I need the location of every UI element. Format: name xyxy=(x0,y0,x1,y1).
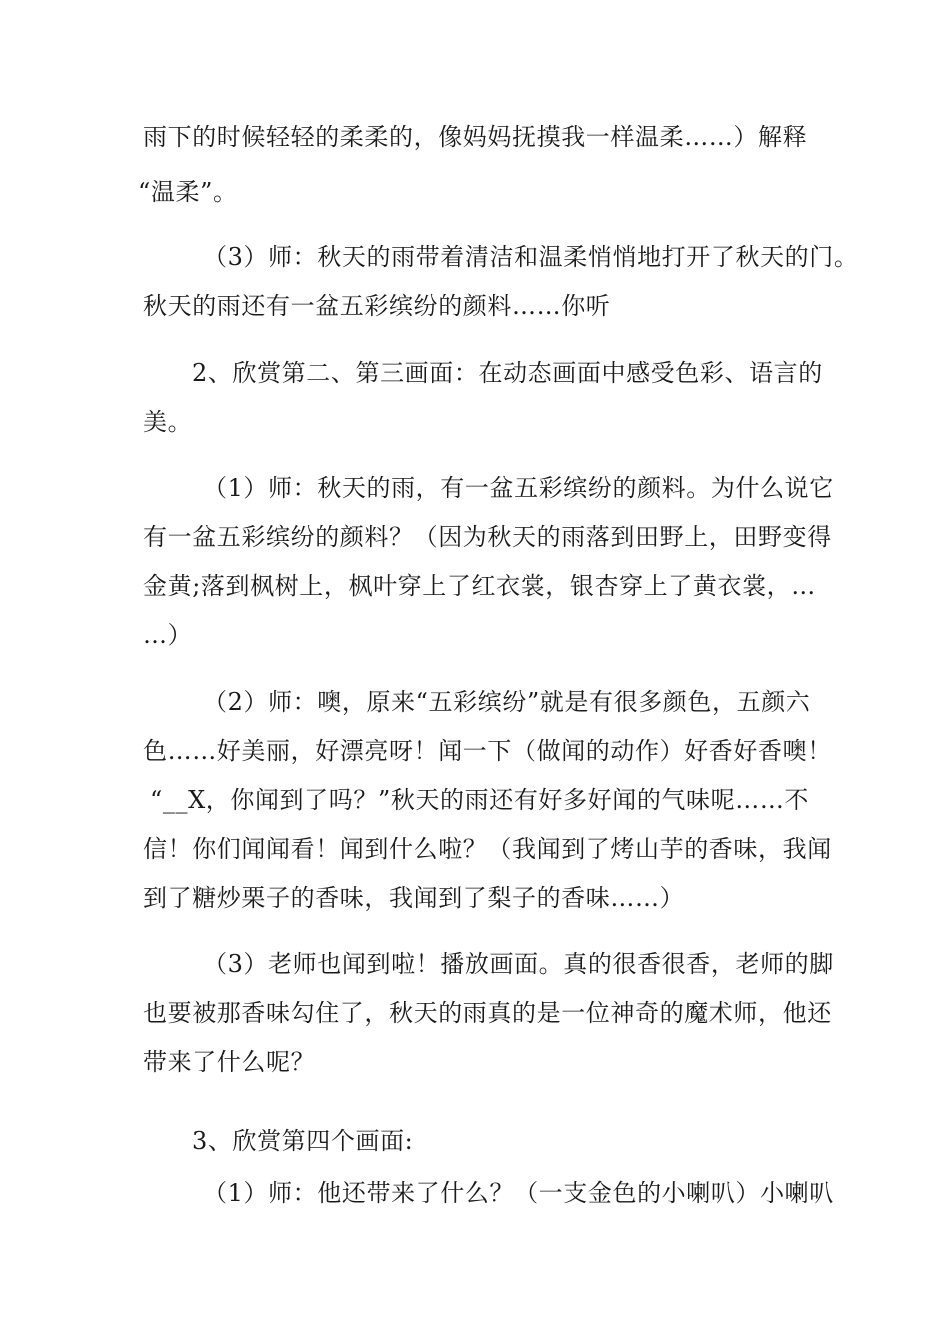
text-line: （3）师：秋天的雨带着清洁和温柔悄悄地打开了秋天的门。 xyxy=(203,243,859,271)
text-line: …） xyxy=(143,621,193,649)
text-line: 美。 xyxy=(143,408,193,436)
text-line: 秋天的雨还有一盆五彩缤纷的颜料……你听 xyxy=(143,292,611,320)
text-line: 雨下的时候轻轻的柔柔的，像妈妈抚摸我一样温柔……）解释 xyxy=(143,123,808,151)
text-line: （2）师：噢，原来“五彩缤纷”就是有很多颜色，五颜六 xyxy=(203,688,811,716)
text-line: 有一盆五彩缤纷的颜料？（因为秋天的雨落到田野上，田野变得 xyxy=(143,523,832,551)
text-line: 色……好美丽，好漂亮呀！闻一下（做闻的动作）好香好香噢！ xyxy=(143,737,832,765)
text-line: （3）老师也闻到啦！播放画面。真的很香很香，老师的脚 xyxy=(203,950,834,978)
text-line: （1）师：秋天的雨，有一盆五彩缤纷的颜料。为什么说它 xyxy=(203,474,834,502)
text-line: 也要被那香味勾住了，秋天的雨真的是一位神奇的魔术师，他还 xyxy=(143,999,832,1027)
section-heading: 3、欣赏第四个画面: xyxy=(192,1127,414,1155)
text-line: 信！你们闻闻看！闻到什么啦？（我闻到了烤山芋的香味，我闻 xyxy=(143,835,832,863)
text-line: 到了糖炒栗子的香味，我闻到了梨子的香味……） xyxy=(143,884,685,912)
text-line: 金黄;落到枫树上，枫叶穿上了红衣裳，银杏穿上了黄衣裳，… xyxy=(143,572,816,600)
text-line: 带来了什么呢？ xyxy=(143,1048,316,1076)
text-line: “__X，你闻到了吗？”秋天的雨还有好多好闻的气味呢……不 xyxy=(150,786,810,814)
text-line: （1）师：他还带来了什么？（一支金色的小喇叭）小喇叭 xyxy=(203,1179,834,1207)
section-heading: 2、欣赏第二、第三画面：在动态画面中感受色彩、语言的 xyxy=(192,359,823,387)
text-line: “温柔”。 xyxy=(138,178,238,206)
